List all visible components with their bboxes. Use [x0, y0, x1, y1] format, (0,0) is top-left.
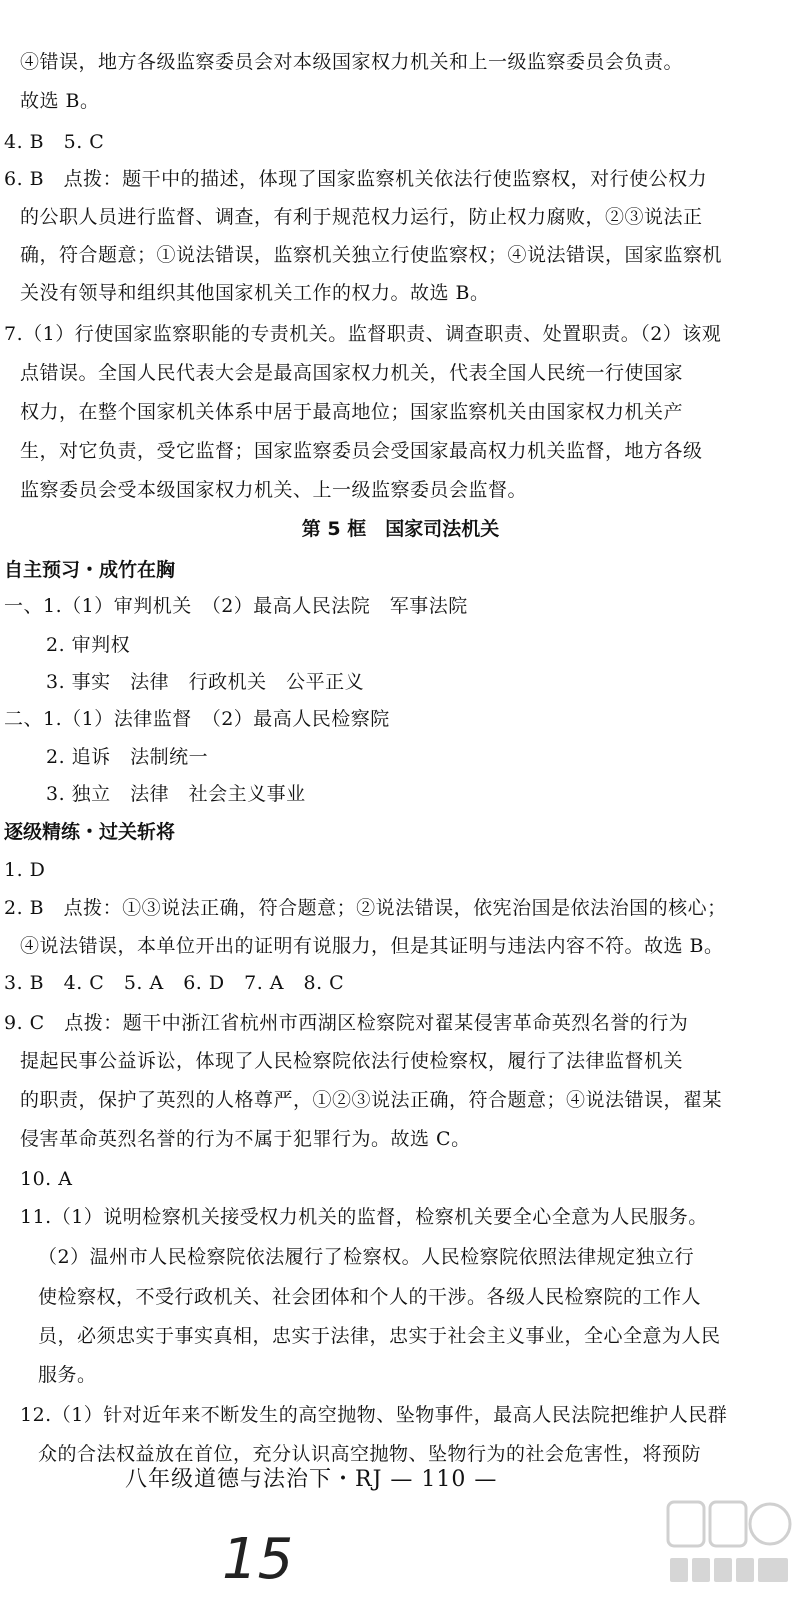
section-heading-practice: 逐级精练・过关斩将	[4, 821, 176, 843]
text-line: 生，对它负责，受它监督；国家监察委员会受国家最高权力机关监督，地方各级	[20, 440, 703, 462]
text-line: 3. 独立 法律 社会主义事业	[46, 783, 306, 805]
text-line: ④错误，地方各级监察委员会对本级国家权力机关和上一级监察委员会负责。	[20, 51, 684, 73]
section-title: 第 5 框 国家司法机关	[301, 518, 500, 540]
text-line: 点错误。全国人民代表大会是最高国家权力机关，代表全国人民统一行使国家	[20, 362, 684, 384]
text-line: 3. 事实 法律 行政机关 公平正义	[46, 671, 365, 693]
text-line: 确，符合题意；①说法错误，监察机关独立行使监察权；④说法错误，国家监察机	[20, 244, 723, 266]
text-line: 2. 审判权	[46, 634, 131, 656]
text-line: 二、1.（1）法律监督 （2）最高人民检察院	[4, 708, 390, 730]
text-line: 9. C 点拨：题干中浙江省杭州市西湖区检察院对翟某侵害革命英烈名誉的行为	[4, 1012, 689, 1034]
text-line: ④说法错误，本单位开出的证明有说服力，但是其证明与违法内容不符。故选 B。	[20, 935, 724, 957]
text-line: 2. B 点拨：①③说法正确，符合题意；②说法错误，依宪治国是依法治国的核心；	[4, 897, 727, 919]
text-line: 众的合法权益放在首位，充分认识高空抛物、坠物行为的社会危害性，将预防	[38, 1443, 702, 1465]
text-line: 2. 追诉 法制统一	[46, 746, 209, 768]
text-line: 使检察权，不受行政机关、社会团体和个人的干涉。各级人民检察院的工作人	[38, 1286, 702, 1308]
text-line: 3. B 4. C 5. A 6. D 7. A 8. C	[4, 972, 345, 994]
text-line: 12.（1）针对近年来不断发生的高空抛物、坠物事件，最高人民法院把维护人民群	[20, 1404, 728, 1426]
text-line: 故选 B。	[20, 90, 100, 112]
section-heading-preview: 自主预习・成竹在胸	[4, 559, 176, 581]
text-line: 4. B 5. C	[4, 131, 105, 153]
handwritten-mark: 15	[222, 1527, 294, 1592]
text-line: 11.（1）说明检察机关接受权力机关的监督，检察机关要全心全意为人民服务。	[20, 1206, 708, 1228]
text-line: 6. B 点拨：题干中的描述，体现了国家监察机关依法行使监察权，对行使公权力	[4, 168, 708, 190]
text-line: 权力，在整个国家机关体系中居于最高地位；国家监察机关由国家权力机关产	[20, 401, 684, 423]
text-line: 员，必须忠实于事实真相，忠实于法律，忠实于社会主义事业，全心全意为人民	[38, 1325, 721, 1347]
text-line: 10. A	[20, 1168, 73, 1190]
page-footer: 八年级道德与法治下・RJ — 110 —	[125, 1467, 498, 1492]
text-line: 1. D	[4, 859, 46, 881]
text-line: 监察委员会受本级国家权力机关、上一级监察委员会监督。	[20, 479, 528, 501]
text-line: 提起民事公益诉讼，体现了人民检察院依法行使检察权，履行了法律监督机关	[20, 1050, 684, 1072]
text-line: 侵害革命英烈名誉的行为不属于犯罪行为。故选 C。	[20, 1128, 471, 1150]
watermark-logo-icon	[664, 1496, 792, 1592]
text-line: 关没有领导和组织其他国家机关工作的权力。故选 B。	[20, 282, 490, 304]
text-line: 的公职人员进行监督、调查，有利于规范权力运行，防止权力腐败，②③说法正	[20, 206, 703, 228]
text-line: 7.（1）行使国家监察职能的专责机关。监督职责、调查职责、处置职责。（2）该观	[4, 323, 722, 345]
text-line: 的职责，保护了英烈的人格尊严，①②③说法正确，符合题意；④说法错误，翟某	[20, 1089, 723, 1111]
text-line: 一、1.（1）审判机关 （2）最高人民法院 军事法院	[4, 595, 468, 617]
text-line: （2）温州市人民检察院依法履行了检察权。人民检察院依照法律规定独立行	[38, 1246, 695, 1268]
text-line: 服务。	[38, 1364, 97, 1386]
